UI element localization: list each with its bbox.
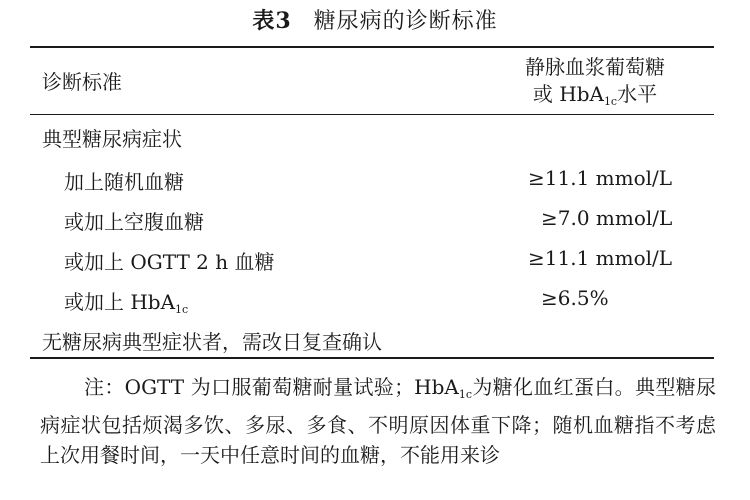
- table-title: [0, 4, 750, 35]
- hba1c-subscript: 1c: [175, 303, 189, 316]
- table-row-random-glucose: 加上随机血糖: [64, 170, 184, 194]
- table-bottom-rule: [30, 357, 714, 359]
- header-criteria: 诊断标准: [42, 70, 122, 94]
- bottom-fade-overlay: [0, 470, 750, 500]
- value-ogtt: ≥11.1 mmol/L: [528, 246, 673, 270]
- header-hba-text: 或 HbA: [532, 82, 604, 106]
- value-hba1c: ≥6.5%: [541, 286, 609, 310]
- table-row-typical-symptoms: 典型糖尿病症状: [42, 127, 182, 151]
- table-footnote: [40, 372, 716, 470]
- table-row-fasting-glucose: 或加上空腹血糖: [64, 210, 204, 234]
- table-row-no-symptoms: 无糖尿病典型症状者，需改日复查确认: [42, 330, 382, 354]
- table-number: 表3: [252, 8, 292, 34]
- table-header-rule: [30, 114, 714, 115]
- header-glucose-line1: 静脉血浆葡萄糖: [525, 55, 665, 79]
- footnote-part2: 为糖化血红蛋白。典型糖尿病症状包括烦渴多饮、多尿、多食、不明原因体重下降；随机血糖指不考虑上次用餐时间，一天中任意时间的血糖，不能用来诊: [40, 375, 717, 467]
- header-glucose-level: [480, 54, 710, 115]
- footnote-subscript: 1c: [458, 388, 472, 401]
- value-random-glucose: ≥11.1 mmol/L: [528, 166, 673, 190]
- table-top-rule: [30, 46, 714, 48]
- table-row-hba1c: [64, 286, 188, 316]
- table-title-text: 糖尿病的诊断标准: [313, 9, 498, 34]
- hba1c-label-text: 或加上 HbA: [64, 290, 176, 314]
- header-level-text: 水平: [617, 82, 658, 106]
- value-fasting-glucose: ≥7.0 mmol/L: [541, 206, 673, 230]
- header-hba-subscript: 1c: [603, 95, 618, 108]
- table-row-ogtt: 或加上 OGTT 2 h 血糖: [64, 250, 275, 274]
- footnote-part1: 注：OGTT 为口服葡萄糖耐量试验；HbA: [84, 375, 459, 399]
- header-glucose-line2: [480, 81, 710, 115]
